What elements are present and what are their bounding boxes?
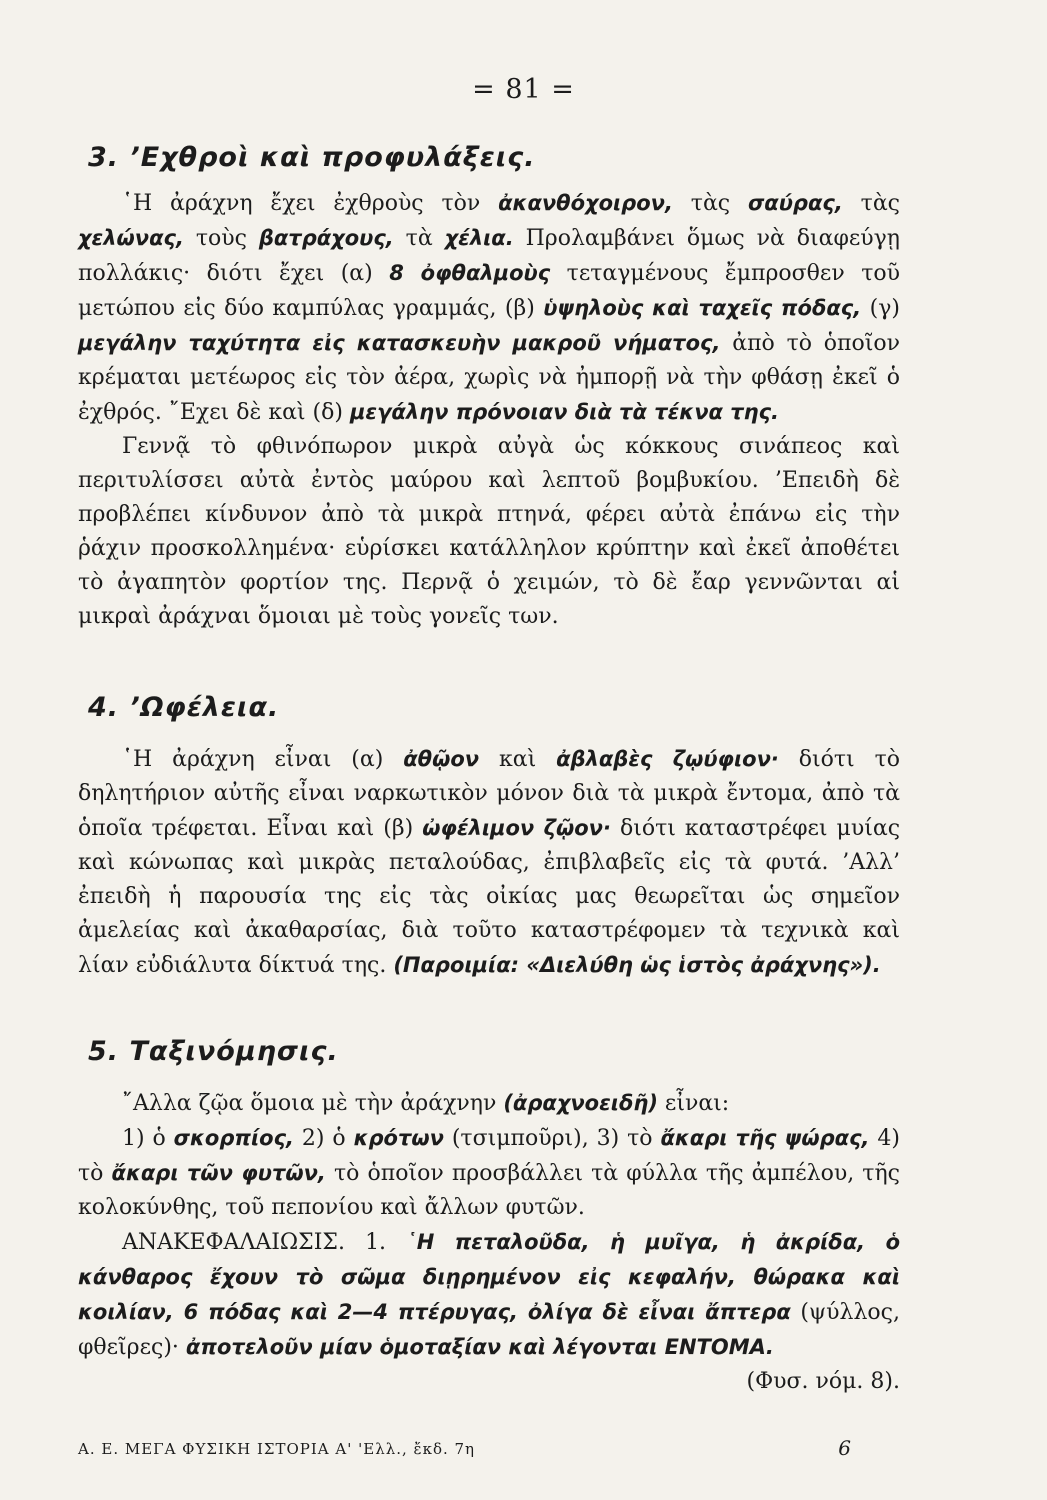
section-classification-text — [78, 1086, 900, 1399]
section-heading-benefit: 4. ’Ωφέλεια. — [88, 692, 280, 723]
book-imprint: Α. Ε. ΜΕΓΑ ΦΥΣΙΚΗ ΙΣΤΟΡΙΑ Α' 'Ελλ., ἔκδ. 7η — [78, 1440, 476, 1458]
signature-mark: 6 — [838, 1436, 852, 1460]
page-number: = 81 = — [472, 74, 575, 105]
paragraph: 1) ὁ σκορπίος, 2) ὁ κρότων (τσιμποῦρι), 3) τὸ ἄκαρι τῆς ψώρας, 4) τὸ ἄκαρι τῶν φυτῶν, τὸ ὁποῖον προσβάλλει τὰ φύλλα τῆς ἀμπέλου, τῆς κολοκύνθης, τοῦ πεπονίου καὶ ἄλλων φυτῶν. — [78, 1126, 900, 1220]
section-heading-classification: 5. Ταξινόμησις. — [88, 1036, 339, 1067]
summary-paragraph: ΑΝΑΚΕΦΑΛΑΙΩΣΙΣ. 1. ῾Η πεταλοῦδα, ἡ μυῖγα, ἡ ἀκρίδα, ὁ κάνθαρος ἔχουν τὸ σῶμα διῃρημένον εἰς κεφαλήν, θώρακα καὶ κοιλίαν, 6 πόδας καὶ 2—4 πτέρυγας, ὀλίγα δὲ εἶναι ἄπτερα (ψύλλος, φθεῖρες)· ἀποτελοῦν μίαν ὁμοταξίαν καὶ λέγονται ΕΝΤΟΜΑ. (Φυσ. νόμ. 8). — [78, 1225, 900, 1365]
page-footer — [78, 1436, 900, 1460]
section-heading-enemies: 3. ’Εχθροὶ καὶ προφυλάξεις. — [88, 142, 536, 173]
section-benefit-text — [78, 742, 900, 983]
paragraph: ῾Η ἀράχνη ἔχει ἐχθροὺς τὸν ἀκανθόχοιρον, τὰς σαύρας, τὰς χελώνας, τοὺς βατράχους, τὰ χέλια. Προλαμβάνει ὅμως νὰ διαφεύγῃ πολλάκις· διότι ἔχει (α) 8 ὀφθαλμοὺς τεταγμένους ἔμπροσθεν τοῦ μετώπου εἰς δύο καμπύλας γραμμάς, (β) ὑψηλοὺς καὶ ταχεῖς πόδας, (γ) μεγάλην ταχύτητα εἰς κατασκευὴν μακροῦ νήματος, ἀπὸ τὸ ὁποῖον κρέμαται μετέωρος εἰς τὸν ἀέρα, χωρὶς νὰ ἠμπορῇ νὰ τὴν φθάσῃ ἐκεῖ ὁ ἐχθρός. ῎Εχει δὲ καὶ (δ) μεγάλην πρόνοιαν διὰ τὰ τέκνα της. — [78, 191, 900, 425]
paragraph: Γεννᾷ τὸ φθινόπωρον μικρὰ αὐγὰ ὡς κόκκους σινάπεος καὶ περιτυλίσσει αὐτὰ ἐντὸς μαύρου καὶ λεπτοῦ βομβυκίου. ’Επειδὴ δὲ προβλέπει κίνδυνον ἀπὸ τὰ μικρὰ πτηνά, φέρει αὐτὰ ἐπάνω εἰς τὴν ῥάχιν προσκολλημένα· εὑρίσκει κατάλληλον κρύπτην καὶ ἐκεῖ ἀποθέτει τὸ ἀγαπητὸν φορτίον της. Περνᾷ ὁ χειμών, τὸ δὲ ἔαρ γεννῶνται αἱ μικραὶ ἀράχναι ὅμοιαι μὲ τοὺς γονεῖς των. — [78, 434, 900, 629]
paragraph: ῎Αλλα ζῷα ὅμοια μὲ τὴν ἀράχνην (ἀραχνοειδῆ) εἶναι: — [122, 1091, 730, 1116]
section-enemies-text — [78, 186, 900, 634]
law-reference: (Φυσ. νόμ. 8). — [746, 1369, 900, 1394]
paragraph: ῾Η ἀράχνη εἶναι (α) ἀθῷον καὶ ἀβλαβὲς ζῳύφιον· διότι τὸ δηλητήριον αὐτῆς εἶναι ναρκωτικὸν μόνον διὰ τὰ μικρὰ ἔντομα, ἀπὸ τὰ ὁποῖα τρέφεται. Εἶναι καὶ (β) ὠφέλιμον ζῷον· διότι καταστρέφει μυίας καὶ κώνωπας καὶ μικρὰς πεταλούδας, ἐπιβλαβεῖς εἰς τὰ φυτά. ’Αλλ’ ἐπειδὴ ἡ παρουσία της εἰς τὰς οἰκίας μας θεωρεῖται ὡς σημεῖον ἀμελείας καὶ ἀκαθαρσίας, διὰ τοῦτο καταστρέφομεν τὰ τεχνικὰ καὶ λίαν εὐδιάλυτα δίκτυά της. (Παροιμία: «Διελύθη ὡς ἱστὸς ἀράχνης»). — [78, 747, 901, 978]
